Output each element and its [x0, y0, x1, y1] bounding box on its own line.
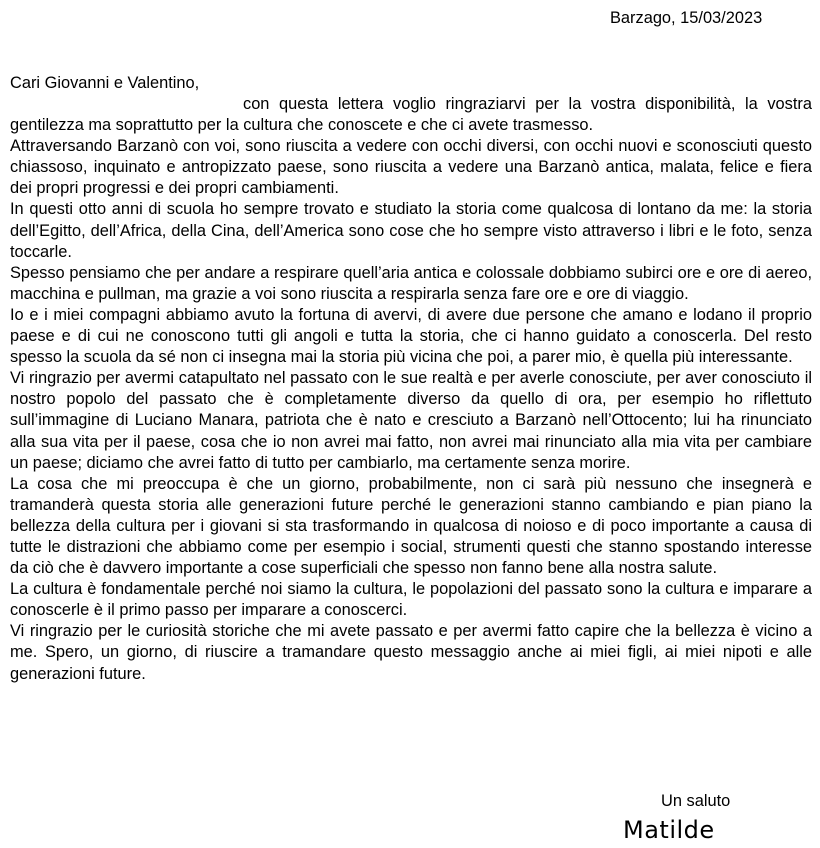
paragraph-1: con questa lettera voglio ringraziarvi per la vostra disponibilità, la vostra gentilezza ma soprattutto per la cultura che conoscete e che ci avete trasmesso.: [10, 95, 812, 135]
closing-line: Un saluto: [661, 792, 731, 810]
paragraph-4: Spesso pensiamo che per andare a respirare quell’aria antica e colossale dobbiamo subirci ore e ore di aereo, macchina e pullman, ma grazie a voi sono riuscita a respirarla senza fare ore e ore di viaggio.: [10, 263, 812, 303]
paragraph-9: Vi ringrazio per le curiosità storiche che mi avete passato e per avermi fatto capire che la bellezza è vicino a me. Spero, un giorno, di riuscire a tramandare questo messaggio anche ai miei figli, ai miei nipoti e alle generazioni future.: [10, 622, 812, 683]
paragraph-2: Attraversando Barzanò con voi, sono riuscita a vedere con occhi diversi, con occhi nuovi e sconosciuti questo chiassoso, inquinato e antropizzato paese, sono riuscita a vedere una Barzanò antica, malata, felice e fiera dei propri progressi e dei propri cambiamenti.: [10, 137, 812, 198]
paragraph-8: La cultura è fondamentale perché noi siamo la cultura, le popolazioni del passato sono la cultura e imparare a conoscerle è il primo passo per imparare a conoscerci.: [10, 580, 812, 620]
letter-body: [10, 94, 812, 685]
paragraph-7: La cosa che mi preoccupa è che un giorno, probabilmente, non ci sarà più nessuno che insegnerà e tramanderà questa storia alle generazioni future perché le generazioni stanno cambiando e pian piano la bellezza della cultura per i giovani si sta trasformando in qualcosa di noioso e di poco importante a causa di tutte le distrazioni che abbiamo come per esempio i social, strumenti questi che stanno spostando interesse da ciò che è davvero importante a cose superficiali che spesso non fanno bene alla nostra salute.: [10, 474, 812, 578]
paragraph-5: Io e i miei compagni abbiamo avuto la fortuna di avervi, di avere due persone che amano e lodano il proprio paese e di cui ne conoscono tutti gli angoli e tutta la storia, che ci hanno guidato a conoscerla. Del resto spesso la scuola da sé non ci insegna mai la storia più vicina che poi, a parer mio, è quella più interessante.: [10, 305, 812, 367]
paragraph-6: Vi ringrazio per avermi catapultato nel passato con le sue realtà e per averle conosciute, per aver conosciuto il nostro popolo del passato che è completamente diverso da quello di ora, per esempio ho riflettuto sull’immagine di Luciano Manara, patriota che è nato e cresciuto a Barzanò nell’Ottocento; lui ha rinunciato alla sua vita per il paese, cosa che io non avrei mai fatto, non avrei mai rinunciato alla mia vita per cambiare un paese; diciamo che avrei fatto di tutto per cambiarlo, ma certamente senza morire.: [10, 369, 812, 472]
date-line: Barzago, 15/03/2023: [610, 9, 763, 27]
signature: Matilde: [623, 816, 715, 844]
paragraph-3: In questi otto anni di scuola ho sempre trovato e studiato la storia come qualcosa di lontano da me: la storia dell’Egitto, dell’Africa, della Cina, dell’America sono cose che ho sempre visto attraverso i libri e le foto, senza toccarle.: [10, 200, 812, 261]
greeting: Cari Giovanni e Valentino,: [10, 74, 200, 92]
